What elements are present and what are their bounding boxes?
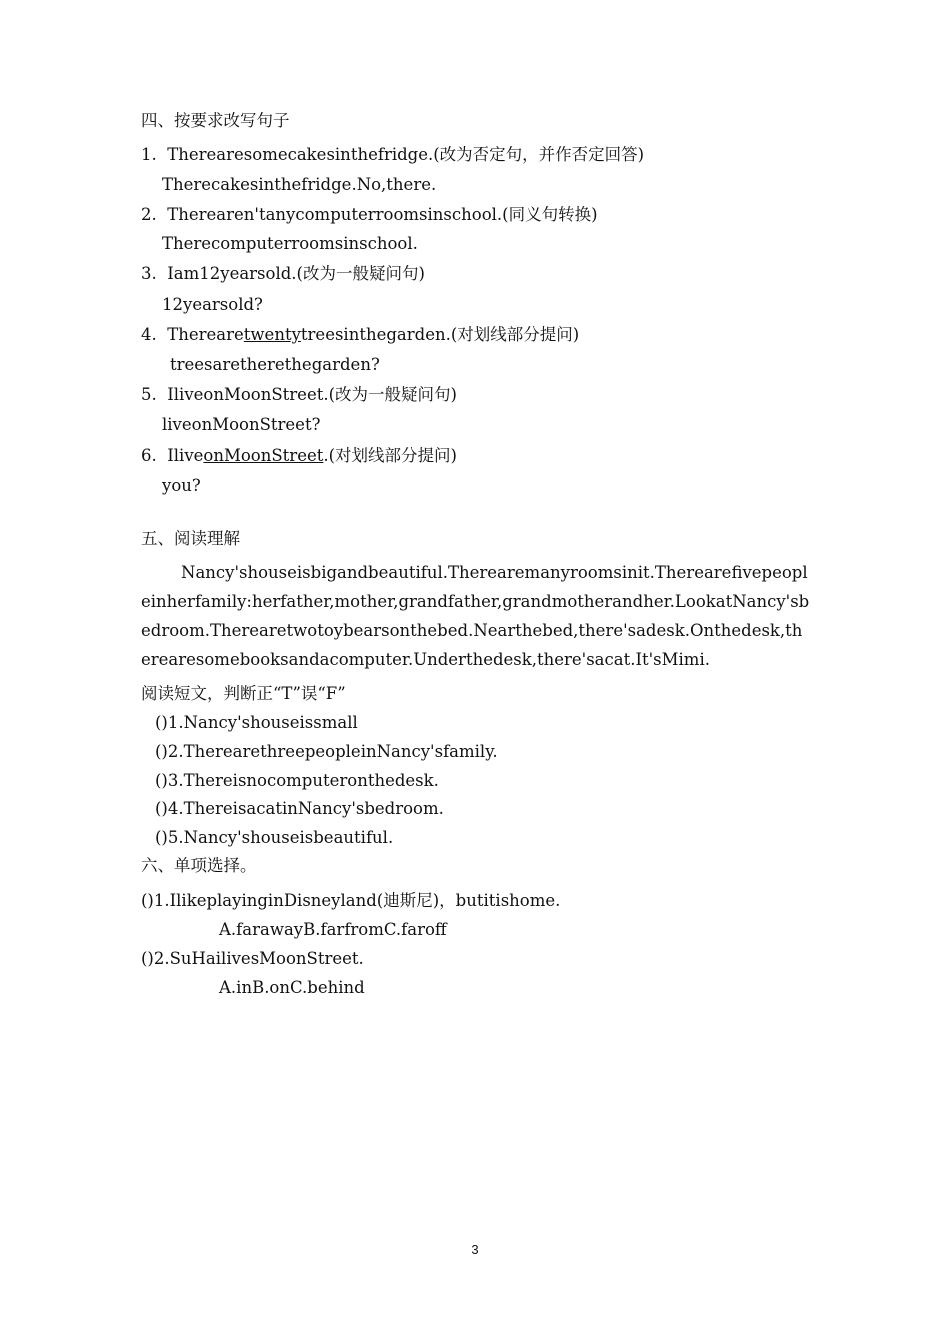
answer-line-2: Therecomputerroomsinschool. [162,234,418,253]
tf-item-2: ()2.TherearethreepeopleinNancy'sfamily. [155,742,498,761]
choice-question-2: ()2.SuHailivesMoonStreet. [141,949,364,968]
question-6 [141,446,457,466]
question-note: (改为一般疑问句) [296,264,425,283]
question-note: (改为一般疑问句) [328,385,457,404]
question-text: Therearen'tanycomputerroomsinschool. [167,205,503,224]
tf-item-5: ()5.Nancy'shouseisbeautiful. [155,828,394,847]
choice-options-1: A.farawayB.farfromC.faroff [219,920,447,939]
question-number: 3. [141,264,157,283]
reading-passage: Nancy'shouseisbigandbeautiful.Therearemanyroomsinit.Therearefivepeopleinherfamily:herfather,mother,grandfather,grandmotherandher.LookatNancy'sbedroom.Therearetwotoybearsonthebed.Nearthebed,there'sadesk.Onthedesk,therearesomebooksandacomputer.Underthedesk,there'sacat.It'sMimi. [141,563,810,669]
question-text: Iam12yearsold. [167,264,297,283]
question-note: (对划线部分提问) [328,446,457,465]
choice-question-1: ()1.IlikeplayinginDisneyland(迪斯尼)，butitishome. [141,891,561,910]
tf-item-4: ()4.ThereisacatinNancy'sbedroom. [155,799,444,818]
tf-item-1: ()1.Nancy'shouseissmall [155,713,358,732]
question-3 [141,264,425,284]
question-5 [141,385,457,405]
question-number: 5. [141,385,157,404]
answer-line-5: liveonMoonStreet? [162,415,321,434]
question-note: (对划线部分提问) [450,325,580,344]
question-text-rest: treesinthegarden. [300,325,451,344]
question-note: (改为否定句，并作否定回答) [433,145,645,164]
page-number: 3 [471,1242,479,1257]
section5-title: 五、阅读理解 [141,529,240,548]
question-4 [141,325,579,345]
choice-options-2: A.inB.onC.behind [219,978,365,997]
question-text-rest: . [323,446,329,465]
question-note: (同义句转换) [502,205,598,224]
question-text: IliveonMoonStreet. [167,385,329,404]
question-number: 2. [141,205,157,224]
question-1 [141,145,644,165]
answer-line-6: you? [162,476,201,495]
question-number: 1. [141,145,157,164]
answer-line-3: 12yearsold? [162,295,263,314]
tf-instruction: 阅读短文，判断正“T”误“F” [141,684,346,703]
question-text: Therearesomecakesinthefridge. [167,145,434,164]
question-number: 4. [141,325,157,344]
underlined-part: onMoonStreet [203,446,324,465]
question-number: 6. [141,446,157,465]
section6-title: 六、单项选择。 [141,856,257,875]
underlined-part: twenty [243,325,301,344]
question-text: Ilive [167,446,204,465]
tf-item-3: ()3.Thereisnocomputeronthedesk. [155,771,439,790]
answer-line-1: Therecakesinthefridge.No,there. [162,175,437,194]
section4-title: 四、按要求改写句子 [141,111,290,130]
question-text: Thereare [167,325,244,344]
question-2 [141,205,598,225]
answer-line-4: treesaretherethegarden? [170,355,380,374]
